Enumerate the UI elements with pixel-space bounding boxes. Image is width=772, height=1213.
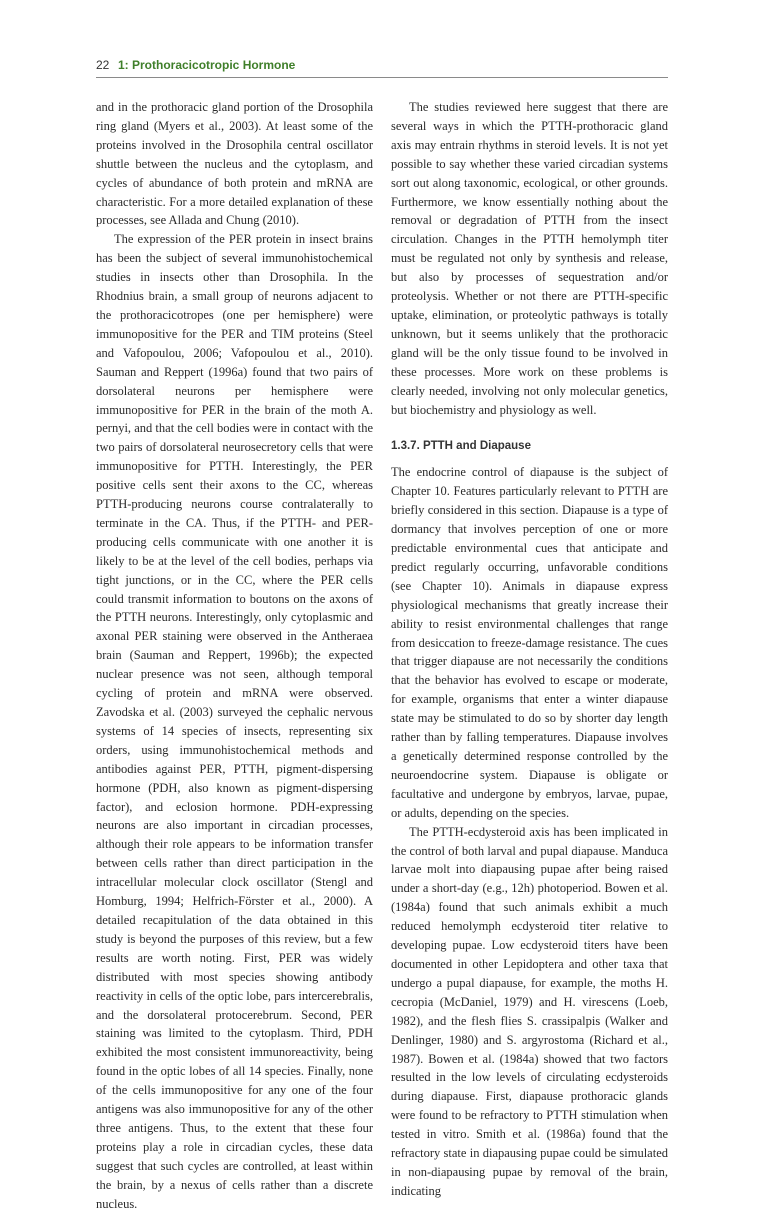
body-paragraph: The expression of the PER protein in insect brains has been the subject of several immunohistochemical studies in insects other than Drosophila. In the Rhodnius brain, a small group of neurons adjacent to the prothoracicotropes (one per hemisphere) were immunopositive for the PER and TIM proteins (Steel and Vafopoulou, 2006; Vafopoulou et al., 2010). Sauman and Reppert (1996a) found that two pairs of dorsolateral neurons per hemisphere were immunopositive for PER in the brain of the moth A. pernyi, and that the cell bodies were in contact with the two pairs of dorsolateral neurosecretory cells that were immunopositive for PTTH. Interestingly, the PER positive cells sent their axons to the CC, whereas PTTH-producing neurons course contralaterally to terminate in the CA. Thus, if the PTTH- and PER-producing cells communicate with one another it is likely to be at the level of the cell bodies, perhaps via tight junctions, or in the CC, where the PER cells could transmit information to boutons on the axons of the PTTH neurons. Interestingly, only cytoplasmic and axonal PER staining were observed in the Antheraea brain (Sauman and Reppert, 1996b); the expected nuclear presence was not seen, although temporal cycling of protein and mRNA were observed. Zavodska et al. (2003) surveyed the cephalic nervous systems of 14 species of insects, representing six orders, using immunohistochemical methods and antibodies against PER, PTTH, pigment-dispersing hormone (PDH, also known as pigment-dispersing factor), and eclosion hormone. PDH-expressing neurons are also important in circadian processes, although their role appears to be information transfer between cells rather than direct participation in the intracellular molecular clock oscillator (Stengl and Homburg, 1994; Helfrich-Förster et al., 2000). A detailed recapitulation of the data obtained in this study is beyond the purposes of this review, but a few results are worth noting. First, PER was widely distributed with most species showing antibody reactivity in cells of the optic lobe, pars intercerebralis, and the dorsolateral protocerebrum. Second, PER staining was limited to the cytoplasm. Third, PDH exhibited the most consistent immunoreactivity, being found in the optic lobes of all 14 species. Finally, none of the cells immunopositive for any one of the four antigens was also immunopositive for any of the other three antigens. Thus, to the extent that these four proteins play a role in circadian cycles, these data suggest that such cycles are controlled, at least within the brain, by a nexus of cells rather than a discrete nucleus. [96, 232, 373, 1211]
left-column [96, 98, 373, 1213]
section-heading: 1.3.7. PTTH and Diapause [391, 440, 531, 453]
body-paragraph: The studies reviewed here suggest that there are several ways in which the PTTH-prothoracic gland axis may entrain rhythms in steroid levels. It is not yet possible to say whether these varied circadian systems sort out along taxonomic, ecological, or other grounds. Furthermore, we know essentially nothing about the removal or degradation of PTTH from the insect circulation. Changes in the PTTH hemolymph titer must be regulated not only by synthesis and release, but also by processes of sequestration and/or proteolysis. Whether or not there are PTTH-specific uptake, elimination, or proteolytic pathways is totally unknown, but it seems unlikely that the prothoracic gland will be the only tissue found to be involved in these processes. More work on these problems is clearly needed, involving not only molecular genetics, but biochemistry and physiology as well. [391, 100, 668, 417]
body-paragraph: The PTTH-ecdysteroid axis has been implicated in the control of both larval and pupal diapause. Manduca larvae molt into diapausing pupae after being raised under a short-day (e.g., 12h) photoperiod. Bowen et al. (1984a) found that such animals exhibit a much reduced hemolymph ecdysteroid titer relative to developing pupae. Low ecdysteroid titers have been documented in other Lepidoptera and other taxa that undergo a pupal diapause, for example, the moths H. cecropia (McDaniel, 1979) and H. virescens (Loeb, 1982), and the flesh flies S. crassipalpis (Walker and Denlinger, 1980) and S. argyrostoma (Richard et al., 1987). Bowen et al. (1984a) showed that two factors resulted in the low levels of circulating ecdysteroids during diapause. First, diapause prothoracic glands were found to be refractory to PTTH stimulation when tested in vitro. Smith et al. (1986a) found that the refractory state in diapausing pupae could be simulated in non-diapausing pupae by removal of the brain, indicating [391, 824, 668, 1198]
right-column [391, 98, 668, 1201]
body-paragraph: and in the prothoracic gland portion of the Drosophila ring gland (Myers et al., 2003). At least some of the proteins involved in the Drosophila central oscillator shuttle between the nucleus and the cytoplasm, and cycles of abundance of both protein and mRNA are characteristic. For a more detailed explanation of these processes, see Allada and Chung (2010). [96, 100, 373, 228]
page-header [96, 58, 668, 76]
body-paragraph: The endocrine control of diapause is the subject of Chapter 10. Features particularly relevant to PTTH are briefly considered in this section. Diapause is a type of dormancy that involves perception of one or more predictable environmental cues that anticipate and predict regularly occurring, unfavorable conditions (see Chapter 10). Animals in diapause express physiological mechanisms that greatly increase their ability to resist environmental challenges that range from desiccation to freeze-damage resistance. The cues that trigger diapause are not necessarily the conditions that the behavior has evolved to escape or moderate, for example, organisms that enter a winter diapause state may be stimulated to do so by shorter day length rather than by falling temperatures. Diapause involves a genetically determined response controlled by the neuroendocrine system. Diapause is obligate or facultative and undergone by embryos, larvae, pupae, or adults, depending on the species. [391, 465, 668, 820]
page-number: 22 [96, 58, 110, 72]
header-divider [96, 77, 668, 78]
chapter-title: 1: Prothoracicotropic Hormone [118, 58, 296, 72]
